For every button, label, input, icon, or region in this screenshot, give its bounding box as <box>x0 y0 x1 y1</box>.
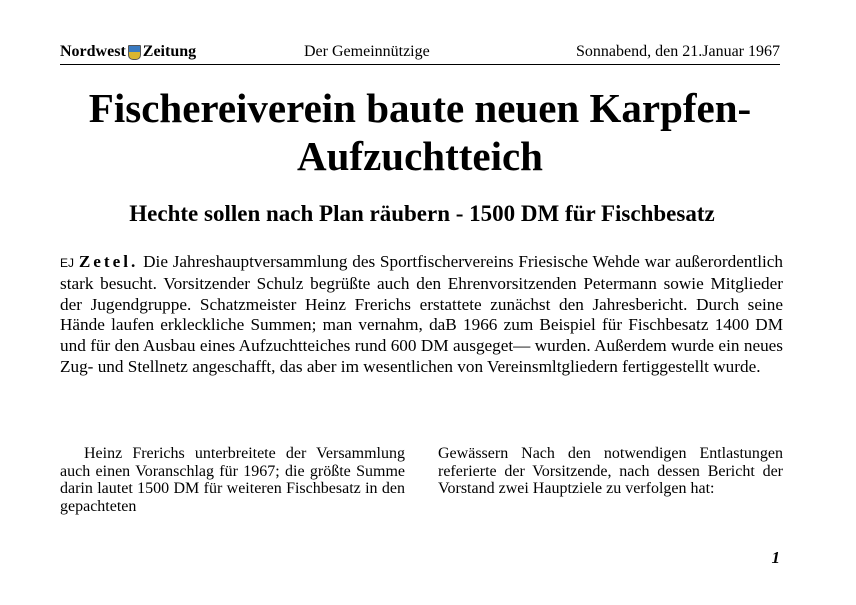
newspaper-name-part1: Nordwest <box>60 43 126 60</box>
author-initials: EJ <box>60 256 75 270</box>
section-title: Der Gemeinnützige <box>304 43 430 60</box>
issue-date: Sonnabend, den 21.Januar 1967 <box>576 43 780 60</box>
masthead <box>60 42 780 65</box>
coat-of-arms-icon <box>128 45 141 60</box>
body-column-left: Heinz Frerichs unterbreitete der Versammlung auch einen Voranschlag für 1967; die größte Summe darin lautet 1500 DM für weiteren Fischbesatz in den gepachteten <box>60 445 405 515</box>
headline: Fischereiverein baute neuen Karpfen-Aufzuchtteich <box>88 85 752 179</box>
newspaper-name-part2: Zeitung <box>142 43 197 60</box>
body-column-right: Gewässern Nach den notwendigen Entlastungen referierte der Vorsitzende, nach dessen Bericht der Vorstand zwei Hauptziele zu verfolgen hat: <box>438 445 783 498</box>
newspaper-name <box>60 42 196 62</box>
lead-paragraph <box>60 252 783 378</box>
page-number: 1 <box>771 548 780 567</box>
dateline: Zetel. <box>78 252 139 271</box>
subheadline: Hechte sollen nach Plan räubern - 1500 DM für Fischbesatz <box>129 201 715 226</box>
lead-text: Die Jahreshauptversammlung des Sportfischervereins Friesische Wehde war außerordentlich stark besucht. Vorsitzender Schulz begrüßte auch den Ehrenvorsitzenden Petermann sowie Mitglieder der Jugendgruppe. Schatzmeister Heinz Frerichs erstattete zunächst den Jahresbericht. Durch seine Hände laufen erkleckliche Summen; man vernahm, daB 1966 zum Beispiel für Fischbesatz 1400 DM und für den Ausbau eines Aufzuchtteiches rund 600 DM ausgeget— wurden. Außerdem wurde ein neues Zug- und Stellnetz angeschafft, das aber im wesentlichen von Vereinsmltgliedern fertiggestellt wurde. <box>60 252 784 376</box>
